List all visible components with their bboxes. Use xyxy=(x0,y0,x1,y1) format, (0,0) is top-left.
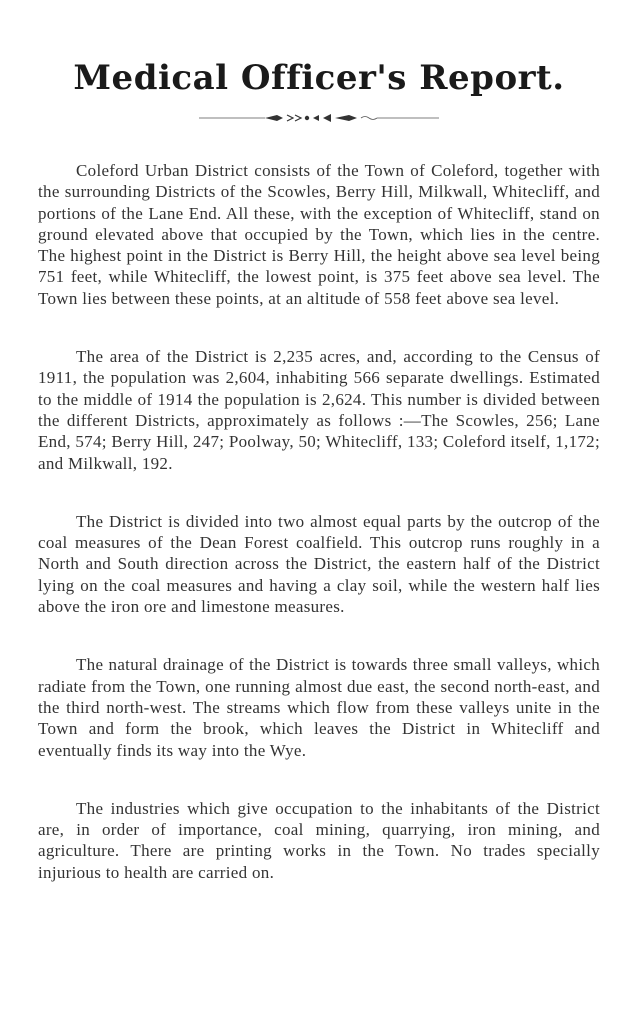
paragraph-area-population: The area of the District is 2,235 acres, and, according to the Census of 1911, the population was 2,604, inhabiting 566 separate dwellings. Estimated to the middle of 1914 the population is 2,624. This number is divided between the different Districts, approximately as follows :—The Scowles, 256; Lane End, 574; Berry Hill, 247; Poolway, 50; Whitecliff, 133; Coleford itself, 1,172; and Milkwall, 192. xyxy=(38,347,600,473)
divider-ornament xyxy=(199,112,439,124)
report-page xyxy=(38,58,600,920)
page-title: Medical Officer's Report. xyxy=(73,58,565,98)
report-body xyxy=(38,160,600,883)
paragraph-industries: The industries which give occupation to the inhabitants of the District are, in order of importance, coal mining, quarrying, iron mining, and agriculture. There are printing works in the Town. No trades specially injurious to health are carried on. xyxy=(38,798,600,882)
paragraph-district-description: Coleford Urban District consists of the Town of Coleford, together with the surrounding Districts of the Scowles, Berry Hill, Milkwall, Whitecliff, and portions of the Lane End. All these, with the exception of Whitecliff, stand on ground elevated above that occupied by the Town, which lies in the centre. The highest point in the District is Berry Hill, the height above sea level being 751 feet, while Whitecliff, the lowest point, is 375 feet above sea level. The Town lies between these points, at an altitude of 558 feet above sea level. xyxy=(38,161,600,308)
paragraph-drainage: The natural drainage of the District is towards three small valleys, which radiate from the Town, one running almost due east, the second north-east, and the third north-west. The streams which flow from these valleys unite in the Town and form the brook, which leaves the District in Whitecliff and eventually finds its way into the Wye. xyxy=(38,655,600,760)
paragraph-geology: The District is divided into two almost equal parts by the outcrop of the coal measures of the Dean Forest coalfield. This outcrop runs roughly in a North and South direction across the District, the eastern half of the District lying on the coal measures and having a clay soil, while the western half lies above the iron ore and limestone measures. xyxy=(38,511,600,617)
